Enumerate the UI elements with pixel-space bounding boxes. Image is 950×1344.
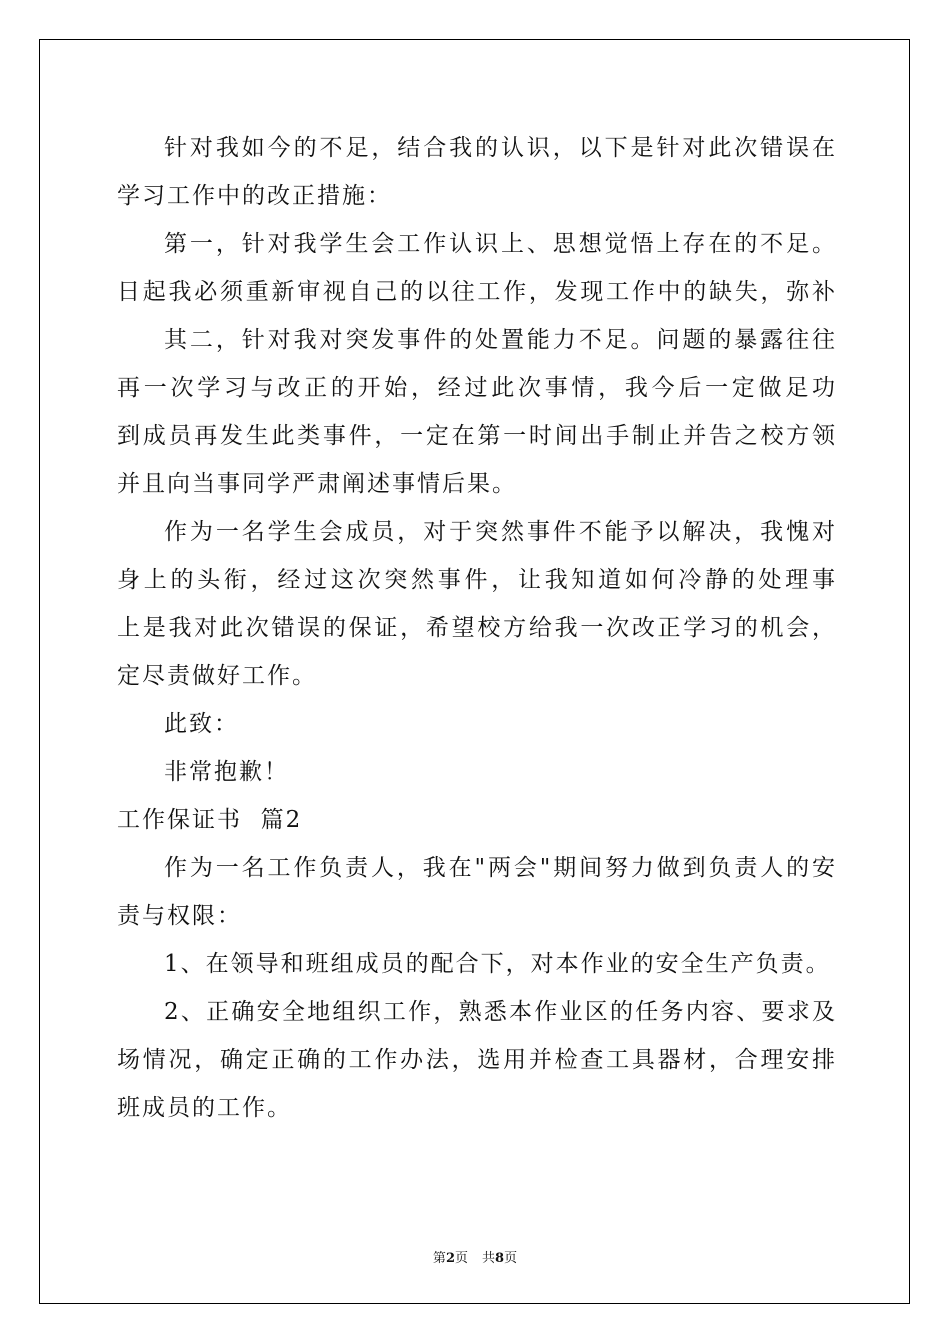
body-line: 作为一名工作负责人，我在"两会"期间努力做到负责人的安	[164, 855, 837, 881]
document-body	[117, 124, 837, 1132]
page-footer	[0, 1247, 950, 1266]
list-item: 1、在领导和班组成员的配合下，对本作业的安全生产负责。	[164, 951, 831, 977]
body-line: 再一次学习与改正的开始，经过此次事情，我今后一定做足功	[117, 375, 837, 401]
body-line: 责与权限：	[117, 903, 242, 929]
body-line: 针对我如今的不足，结合我的认识，以下是针对此次错误在	[164, 135, 837, 161]
body-line: 日起我必须重新审视自己的以往工作，发现工作中的缺失，弥补	[117, 279, 837, 305]
body-line: 班成员的工作。	[117, 1095, 292, 1121]
body-line: 第一，针对我学生会工作认识上、思想觉悟上存在的不足。	[164, 231, 837, 257]
total-suffix: 页	[504, 1251, 518, 1266]
total-pages: 8	[495, 1251, 505, 1266]
list-item: 2、正确安全地组织工作，熟悉本作业区的任务内容、要求及	[164, 999, 837, 1025]
body-line: 定尽责做好工作。	[117, 663, 317, 689]
salutation: 此致：	[164, 711, 239, 737]
page-suffix: 页	[454, 1251, 468, 1266]
page-number: 2	[445, 1251, 455, 1266]
body-line: 场情况，确定正确的工作办法，选用并检查工具器材，合理安排	[117, 1047, 837, 1073]
body-line: 并且向当事同学严肃阐述事情后果。	[117, 471, 517, 497]
body-line: 身上的头衔，经过这次突然事件，让我知道如何冷静的处理事	[117, 567, 837, 593]
body-line: 到成员再发生此类事件，一定在第一时间出手制止并告之校方领	[117, 423, 837, 449]
body-line: 其二，针对我对突发事件的处置能力不足。问题的暴露往往	[164, 327, 837, 353]
body-line: 学习工作中的改正措施：	[117, 183, 392, 209]
page-prefix: 第	[432, 1251, 446, 1266]
total-prefix: 共	[482, 1251, 496, 1266]
body-line: 作为一名学生会成员，对于突然事件不能予以解决，我愧对	[164, 519, 837, 545]
closing-line: 非常抱歉！	[164, 759, 289, 785]
section-heading: 工作保证书 篇2	[117, 807, 303, 833]
body-line: 上是我对此次错误的保证，希望校方给我一次改正学习的机会，	[117, 615, 837, 641]
